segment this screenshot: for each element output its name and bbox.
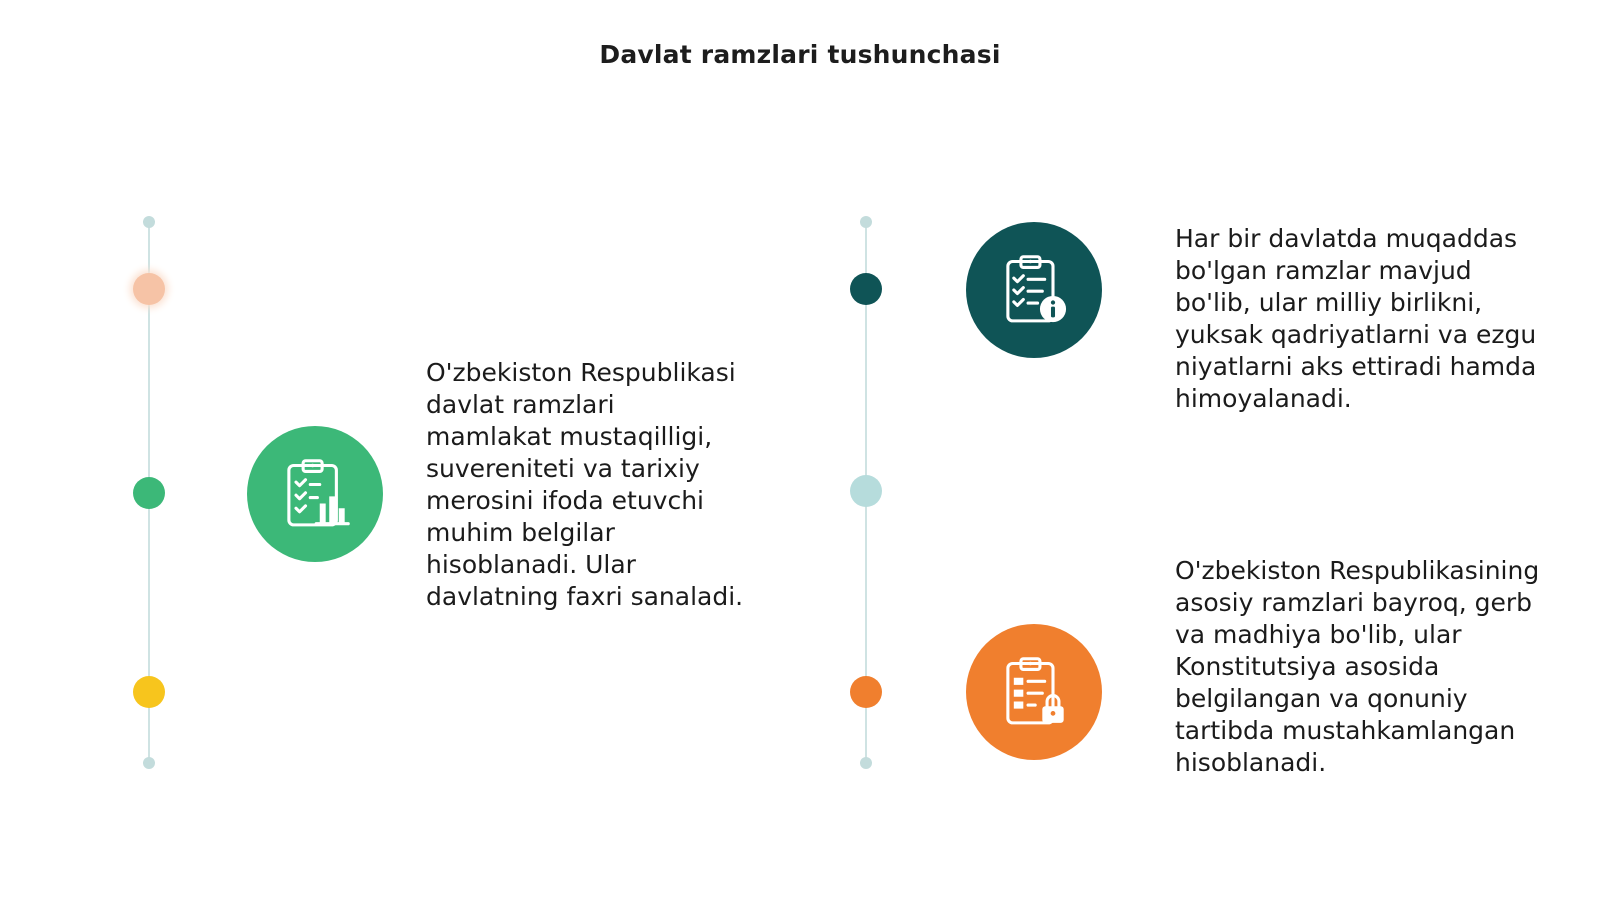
clipboard-lock-icon — [966, 624, 1102, 760]
item-text: Har bir davlatda muqaddas bo'lgan ramzlar mavjud bo'lib, ular milliy birlikni, yuksak qadriyatlarni va ezgu niyatlarni aks ettiradi hamda himoyalanadi. — [1175, 224, 1537, 413]
item-text: O'zbekiston Respublikasi davlat ramzlari mamlakat mustaqilligi, suvereniteti va tarixiy merosini ifoda etuvchi muhim belgilar hisoblanadi. Ular davlatning faxri sanaladi. — [426, 358, 744, 611]
page-title: Davlat ramzlari tushunchasi — [599, 40, 1001, 69]
right-timeline-bottom-cap — [860, 757, 872, 769]
timeline-dot-green — [133, 477, 165, 509]
clipboard-chart-icon — [247, 426, 383, 562]
timeline-dot-yellow — [133, 676, 165, 708]
left-timeline-top-cap — [143, 216, 155, 228]
timeline-dot-dark-teal — [850, 273, 882, 305]
timeline-dot-orange — [850, 676, 882, 708]
clipboard-info-icon — [966, 222, 1102, 358]
timeline-dot-peach — [133, 273, 165, 305]
item-text: O'zbekiston Respublikasining asosiy ramzlari bayroq, gerb va madhiya bo'lib, ular Konstitutsiya asosida belgilangan va qonuniy tartibda mustahkamlangan hisoblanadi. — [1175, 556, 1540, 777]
left-timeline-bottom-cap — [143, 757, 155, 769]
timeline-dot-light-teal — [850, 475, 882, 507]
right-timeline-top-cap — [860, 216, 872, 228]
